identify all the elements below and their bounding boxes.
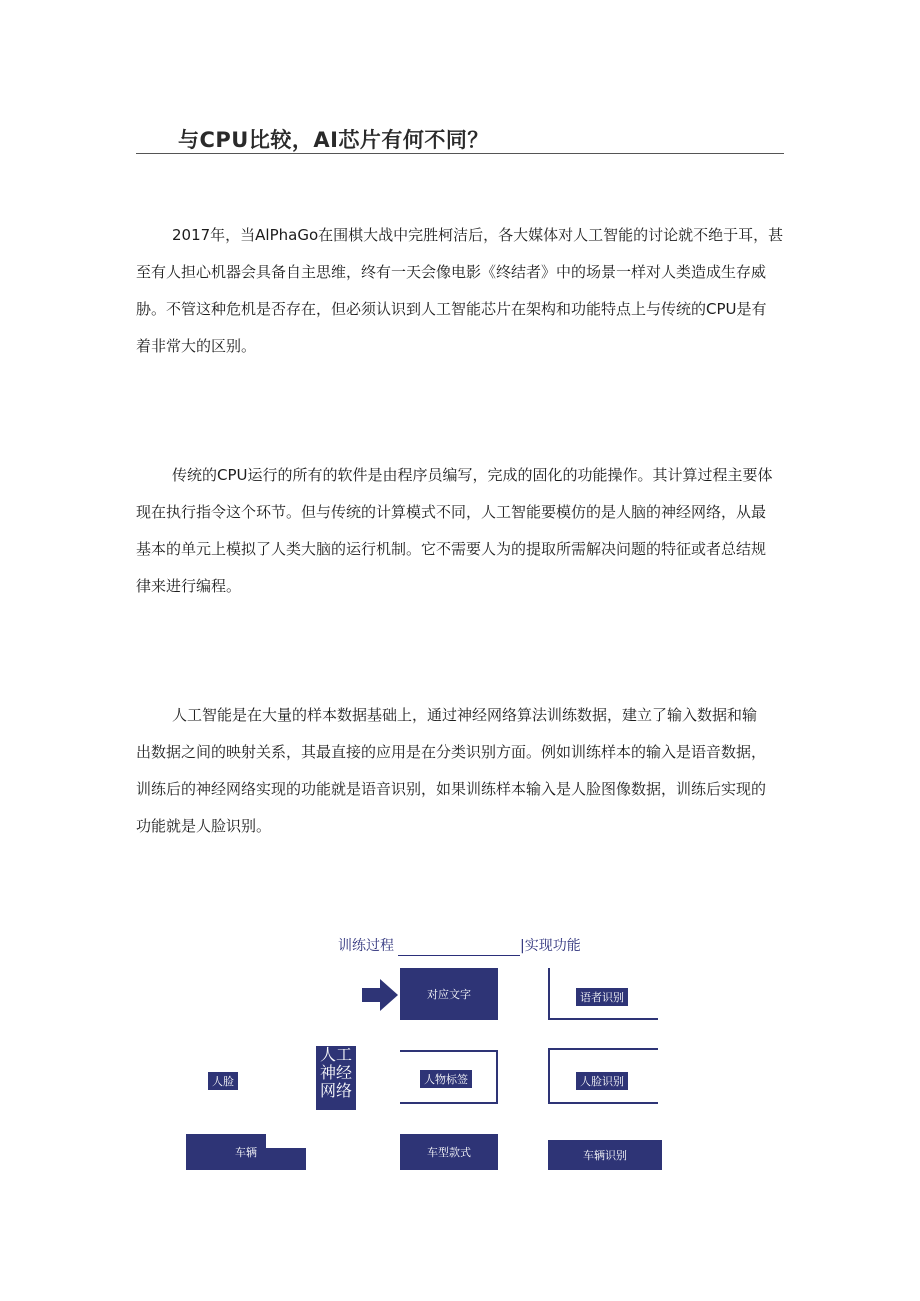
output-text-label: 对应文字 [427,988,471,1001]
input-face-label: 人脸 [208,1072,238,1090]
article-title: 与CPU比较，AI芯片有何不同？ [178,128,489,152]
function-face-label: 人脸识别 [576,1072,628,1090]
paragraph-line: 人工智能是在大量的样本数据基础上，通过神经网络算法训练数据，建立了输入数据和输 [172,706,758,724]
paragraph-line: 着非常大的区别。 [136,337,257,355]
nn-line: 网络 [319,1081,352,1100]
output-text-box [400,968,498,1020]
training-process-label: 训练过程 [338,938,394,954]
function-speech-label: 语者识别 [576,988,628,1006]
function-label: |实现功能 [520,938,581,954]
arrow-right-icon [380,979,398,1011]
input-vehicle-label: 车辆 [235,1146,257,1159]
paragraph-line: 2017年，当AlPhaGo在围棋大战中完胜柯洁后，各大媒体对人工智能的讨论就不绝于耳，甚 [172,226,784,244]
paragraph-line: 出数据之间的映射关系，其最直接的应用是在分类识别方面。例如训练样本的输入是语音数据， [136,743,767,761]
paragraph-line: 训练后的神经网络实现的功能就是语音识别，如果训练样本输入是人脸图像数据，训练后实现的 [136,780,767,798]
paragraph-3 [136,697,784,845]
paragraph-line: 现在执行指令这个环节。但与传统的计算模式不同，人工智能要模仿的是人脑的神经网络，从最 [136,503,767,521]
paragraph-line: 基本的单元上模拟了人类大脑的运行机制。它不需要人为的提取所需解决问题的特征或者总结规 [136,540,767,558]
output-person-label: 人物标签 [420,1070,472,1088]
paragraph-1 [136,217,784,365]
paragraph-2 [136,457,784,605]
function-vehicle-box [548,1140,662,1170]
paragraph-line: 传统的CPU运行的所有的软件是由程序员编写，完成的固化的功能操作。其计算过程主要体 [172,466,773,484]
input-vehicle-notch [266,1134,306,1148]
paragraph-line: 功能就是人脸识别。 [136,817,272,835]
output-model-label: 车型款式 [427,1146,471,1159]
header-rule [398,955,520,956]
arrow-shaft [362,988,382,1002]
nn-line: 人工 [319,1045,352,1064]
output-model-box [400,1134,498,1170]
ai-training-diagram [180,930,680,1170]
title-divider [136,153,784,154]
paragraph-line: 至有人担心机器会具备自主思维，终有一天会像电影《终结者》中的场景一样对人类造成生存威 [136,263,767,281]
paragraph-line: 律来进行编程。 [136,577,242,595]
paragraph-line: 胁。不管这种危机是否存在，但必须认识到人工智能芯片在架构和功能特点上与传统的CPU是有 [136,300,767,318]
function-vehicle-label: 车辆识别 [583,1149,627,1162]
neural-network-block [316,1046,356,1110]
nn-line: 神经 [319,1063,352,1082]
